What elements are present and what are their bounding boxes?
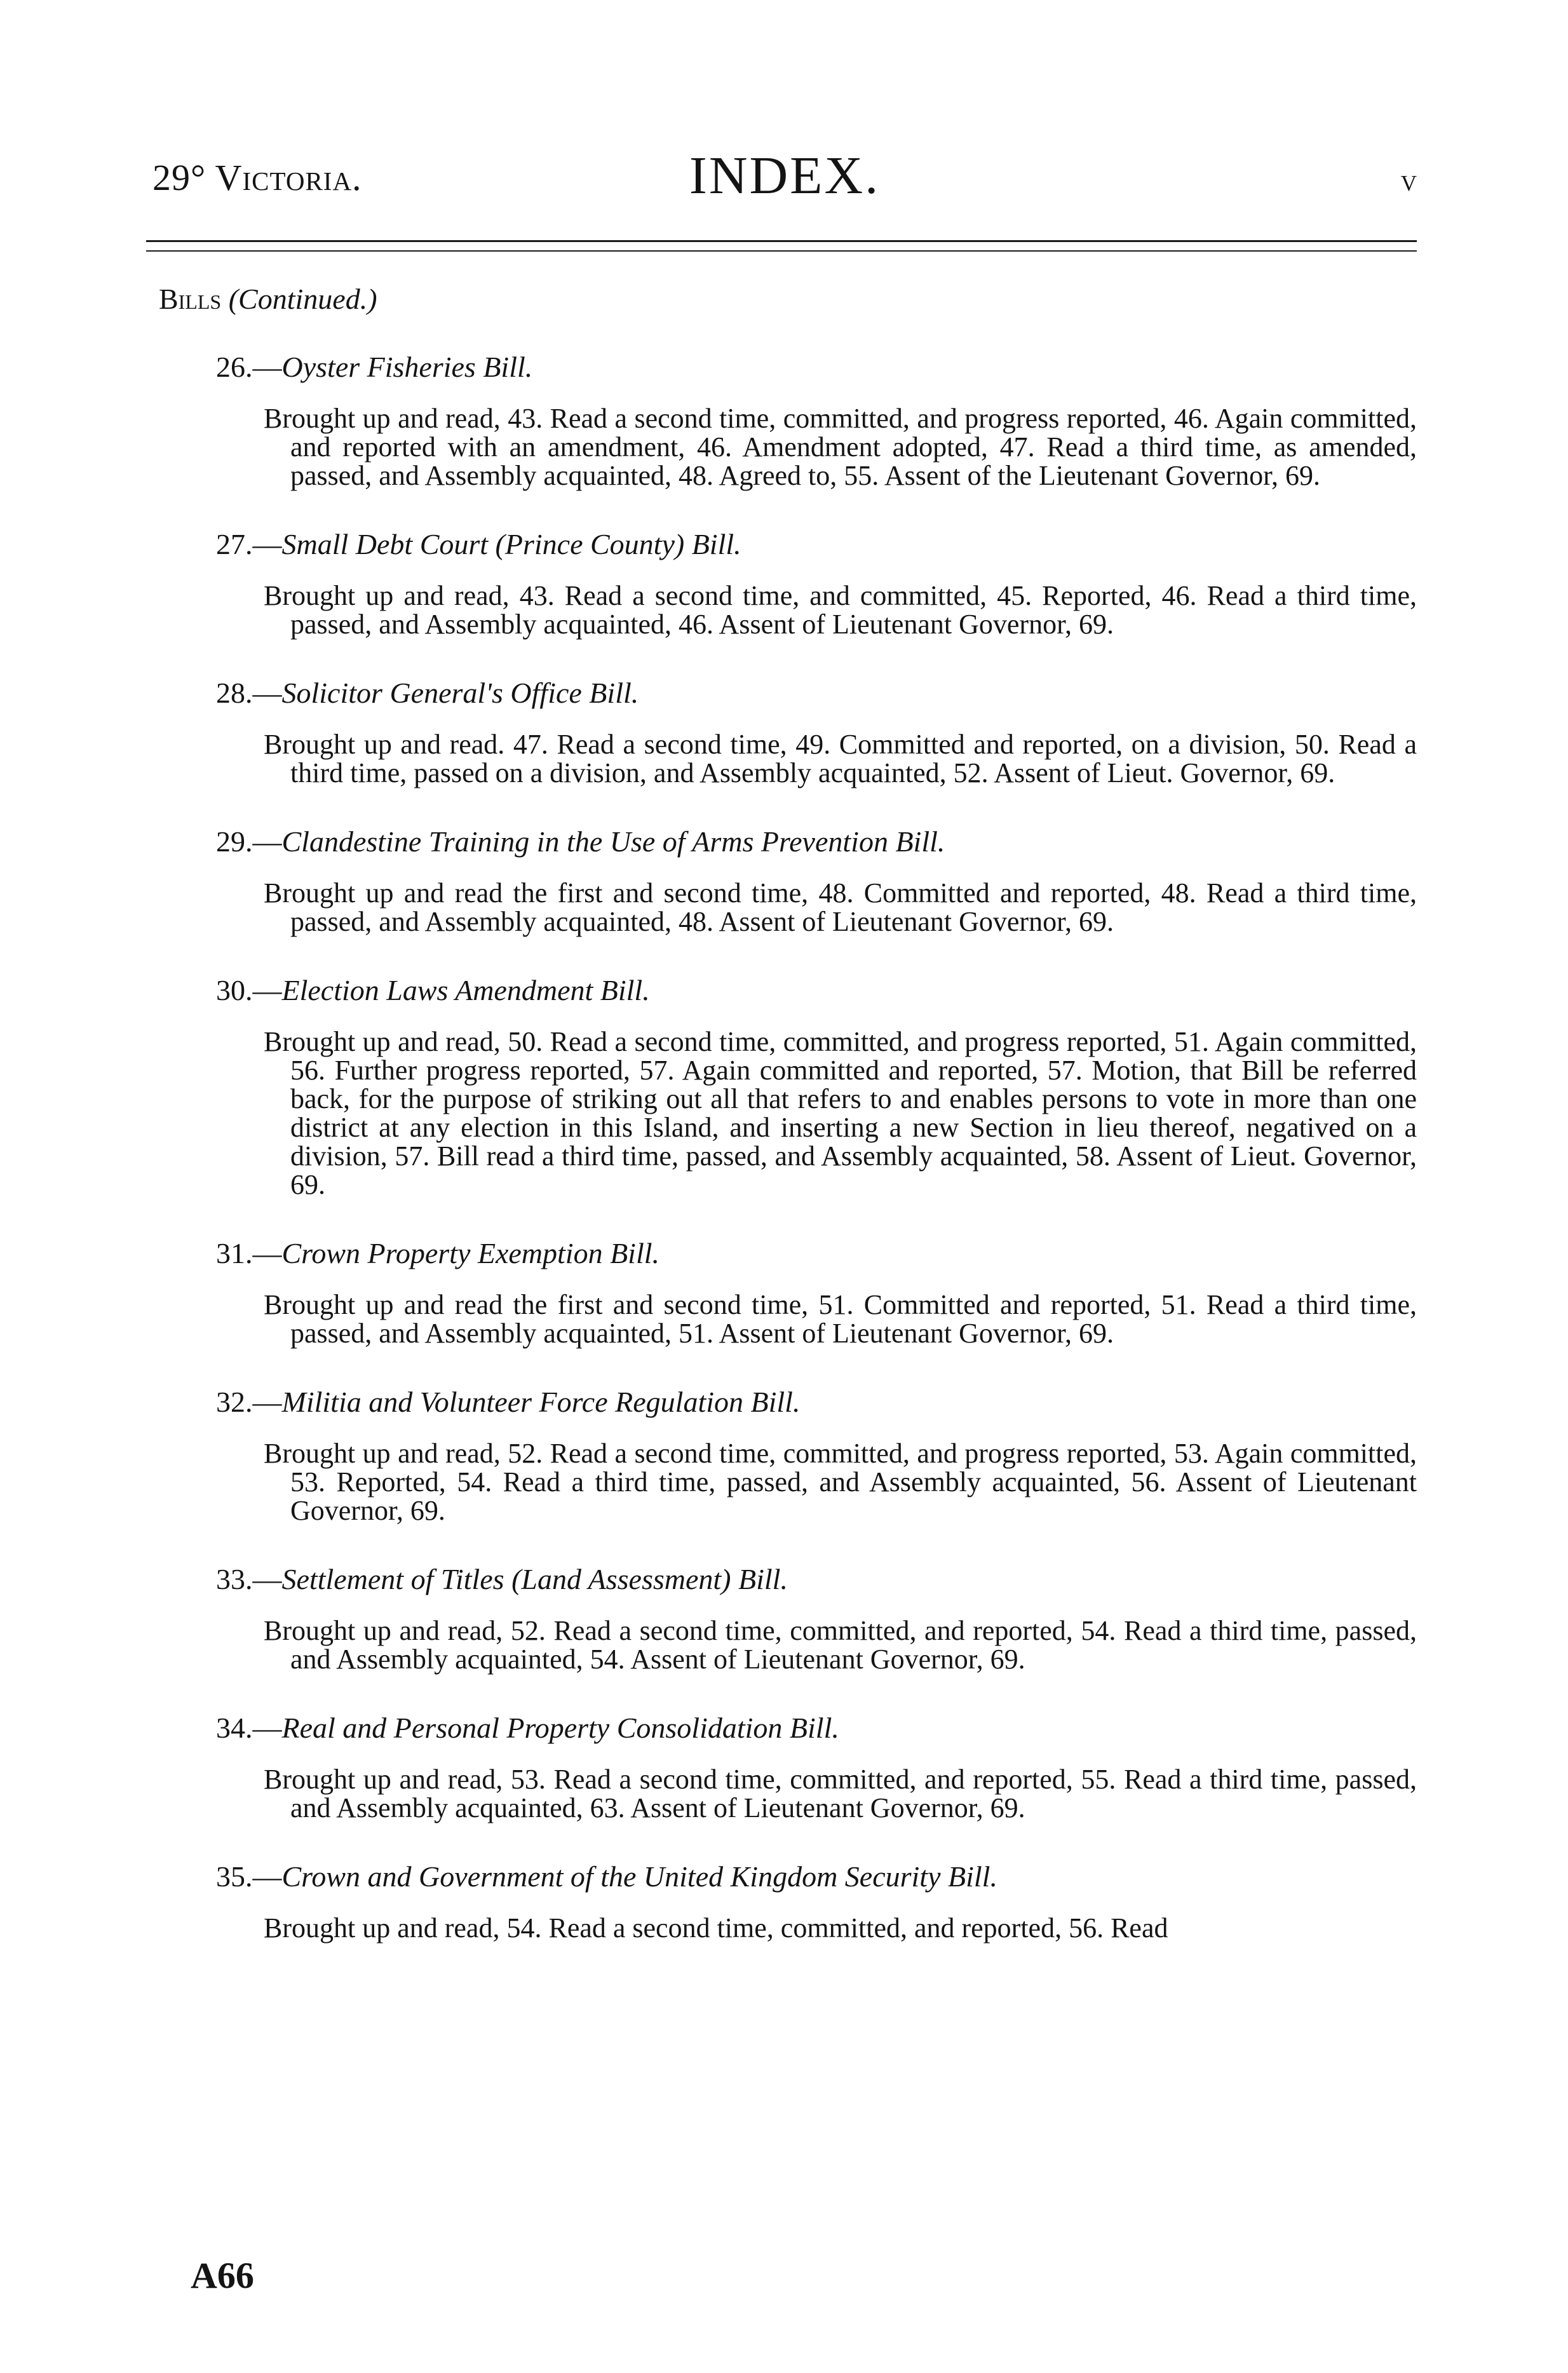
bill-name: Settlement of Titles (Land Assessment) Bill. [281, 1563, 788, 1595]
bill-entry [216, 1710, 1417, 1822]
bill-name: Oyster Fisheries Bill. [281, 351, 533, 383]
bill-history: Brought up and read, 43. Read a second time, and committed, 45. Reported, 46. Read a third time, passed, and Assembly acquainted, 46. Assent of Lieutenant Governor, 69. [264, 580, 1417, 640]
bill-entry [216, 675, 1417, 787]
bill-number: 26.— [216, 351, 282, 383]
bill-number: 29.— [216, 825, 282, 858]
bill-history: Brought up and read, 52. Read a second time, committed, and progress reported, 53. Again committed, 53. Reported, 54. Read a third time, passed, and Assembly acquainted, 56. Assent of Lieutenant Governor, 69. [264, 1438, 1417, 1526]
header-rule-thick [146, 240, 1417, 242]
bill-title [216, 824, 1417, 860]
header-page-number: v [1400, 162, 1417, 198]
section-heading [159, 282, 377, 316]
header-title: INDEX. [689, 146, 881, 205]
bill-title [216, 349, 1417, 385]
bill-entries [216, 349, 1417, 1979]
bill-number: 32.— [216, 1386, 282, 1418]
bill-name: Real and Personal Property Consolidation Bill. [281, 1712, 839, 1744]
bill-entry [216, 349, 1417, 490]
bill-number: 35.— [216, 1860, 282, 1893]
bill-entry [216, 824, 1417, 936]
bill-entry [216, 1562, 1417, 1673]
bill-name: Crown Property Exemption Bill. [281, 1237, 660, 1269]
bill-title [216, 1236, 1417, 1271]
bill-number: 27.— [216, 528, 282, 560]
bill-title [216, 675, 1417, 711]
bill-name: Election Laws Amendment Bill. [281, 974, 650, 1006]
page-header [152, 145, 1417, 205]
printer-signature-mark: A66 [191, 2255, 254, 2296]
bill-number: 31.— [216, 1237, 282, 1269]
header-rule-thin [146, 250, 1417, 252]
bill-title [216, 973, 1417, 1008]
bill-title [216, 527, 1417, 562]
bill-title [216, 1562, 1417, 1597]
bill-title [216, 1859, 1417, 1895]
bill-name: Militia and Volunteer Force Regulation Bill. [281, 1386, 801, 1418]
bill-title [216, 1384, 1417, 1420]
bill-number: 30.— [216, 974, 282, 1006]
section-title: Bills [159, 283, 222, 315]
bill-number: 28.— [216, 677, 282, 709]
bill-history: Brought up and read the first and second time, 48. Committed and reported, 48. Read a third time, passed, and Assembly acquainted, 48. Assent of Lieutenant Governor, 69. [264, 877, 1417, 937]
bill-history: Brought up and read, 50. Read a second time, committed, and progress reported, 51. Again committed, 56. Further progress reported, 57. Again committed and reported, 57. Motion, that Bill be referred back, for the purpose of striking out all that refers to and enables persons to vote in more than one district at any election in this Island, and inserting a new Section in lieu thereof, negatived on a division, 57. Bill read a third time, passed, and Assembly acquainted, 58. Assent of Lieut. Governor, 69. [264, 1026, 1417, 1200]
bill-name: Clandestine Training in the Use of Arms Prevention Bill. [281, 825, 945, 858]
bill-entry [216, 527, 1417, 639]
bill-history: Brought up and read, 53. Read a second time, committed, and reported, 55. Read a third time, passed, and Assembly acquainted, 63. Assent of Lieutenant Governor, 69. [264, 1764, 1417, 1823]
bill-history: Brought up and read, 43. Read a second time, committed, and progress reported, 46. Again committed, and reported with an amendment, 46. Amendment adopted, 47. Read a third time, as amended, passed, and Assembly acquainted, 48. Agreed to, 55. Assent of the Lieutenant Governor, 69. [264, 403, 1417, 491]
bill-entry [216, 1236, 1417, 1348]
bill-name: Solicitor General's Office Bill. [281, 677, 639, 709]
bill-history: Brought up and read the first and second time, 51. Committed and reported, 51. Read a third time, passed, and Assembly acquainted, 51. Assent of Lieutenant Governor, 69. [264, 1289, 1417, 1349]
bill-number: 34.— [216, 1712, 282, 1744]
bill-history: Brought up and read. 47. Read a second time, 49. Committed and reported, on a division, 50. Read a third time, passed on a division, and Assembly acquainted, 52. Assent of Lieut. Governor, 69. [264, 729, 1417, 788]
bill-number: 33.— [216, 1563, 282, 1595]
bill-history: Brought up and read, 52. Read a second time, committed, and reported, 54. Read a third time, passed, and Assembly acquainted, 54. Assent of Lieutenant Governor, 69. [264, 1615, 1417, 1675]
bill-entry [216, 1859, 1417, 1942]
bill-history: Brought up and read, 54. Read a second time, committed, and reported, 56. Read [264, 1912, 1168, 1944]
bill-entry [216, 1384, 1417, 1525]
header-session: 29° Victoria. [152, 157, 362, 198]
bill-name: Small Debt Court (Prince County) Bill. [281, 528, 741, 560]
bill-entry [216, 973, 1417, 1199]
bill-name: Crown and Government of the United Kingdom Security Bill. [281, 1860, 997, 1893]
section-continued: (Continued.) [228, 283, 377, 315]
bill-title [216, 1710, 1417, 1746]
